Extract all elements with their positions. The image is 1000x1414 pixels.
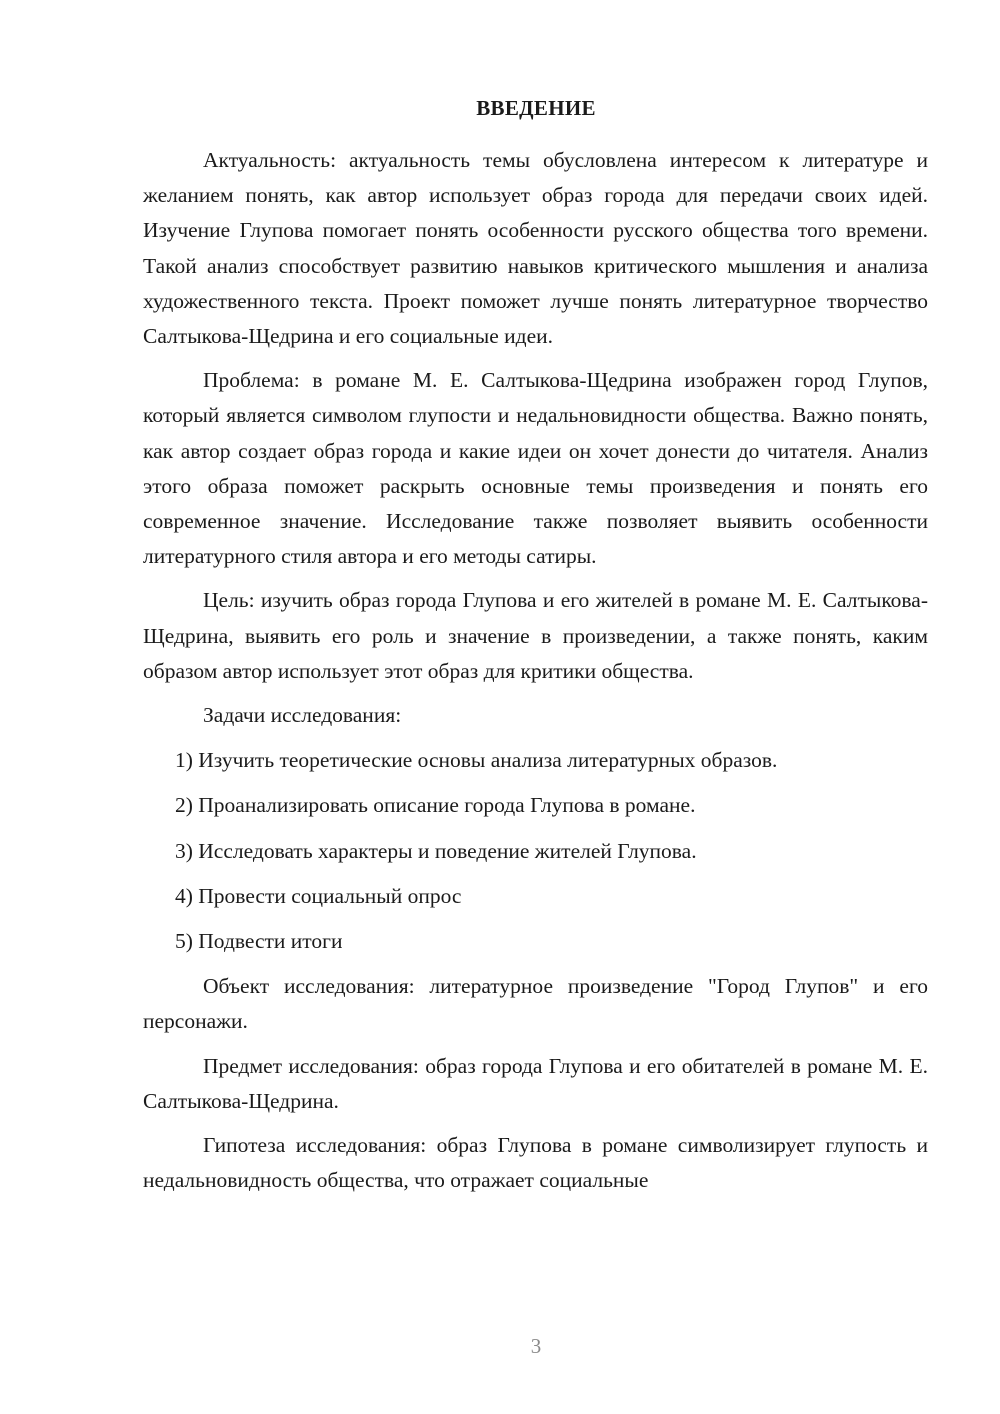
page-number: 3	[530, 1334, 542, 1358]
list-item: 2) Проанализировать описание города Глупова в романе.	[175, 793, 696, 818]
tasks-list	[143, 743, 928, 959]
list-item: 4) Провести социальный опрос	[175, 883, 462, 908]
list-item: 1) Изучить теоретические основы анализа литературных образов.	[175, 748, 778, 773]
problem-paragraph: Проблема: в романе М. Е. Салтыкова-Щедрина изображен город Глупов, который является символом глупости и недальновидности общества. Важно понять, как автор создает образ города и какие идеи он хочет донести до читателя. Анализ этого образа поможет раскрыть основные темы произведения и понять его современное значение. Исследование также позволяет выявить особенности литературного стиля автора и его методы сатиры.	[143, 368, 928, 569]
object-paragraph: Объект исследования: литературное произведение "Город Глупов" и его персонажи.	[143, 974, 928, 1034]
list-item: 3) Исследовать характеры и поведение жителей Глупова.	[175, 838, 697, 863]
page-title: ВВЕДЕНИЕ	[476, 96, 596, 120]
hypothesis-paragraph: Гипотеза исследования: образ Глупова в романе символизирует глупость и недальновидность общества, что отражает социальные	[143, 1133, 928, 1193]
goal-paragraph: Цель: изучить образ города Глупова и его жителей в романе М. Е. Салтыкова-Щедрина, выявить его роль и значение в произведении, а также понять, каким образом автор использует этот образ для критики общества.	[143, 588, 928, 683]
list-item: 5) Подвести итоги	[175, 929, 343, 954]
tasks-heading: Задачи исследования:	[203, 703, 402, 728]
document-body	[143, 143, 928, 1207]
subject-paragraph: Предмет исследования: образ города Глупова и его обитателей в романе М. Е. Салтыкова-Щедрина.	[143, 1053, 928, 1113]
relevance-paragraph: Актуальность: актуальность темы обусловлена интересом к литературе и желанием понять, как автор использует образ города для передачи своих идей. Изучение Глупова помогает понять особенности русского общества того времени. Такой анализ способствует развитию навыков критического мышления и анализа художественного текста. Проект поможет лучше понять литературное творчество Салтыкова-Щедрина и его социальные идеи.	[143, 148, 928, 349]
